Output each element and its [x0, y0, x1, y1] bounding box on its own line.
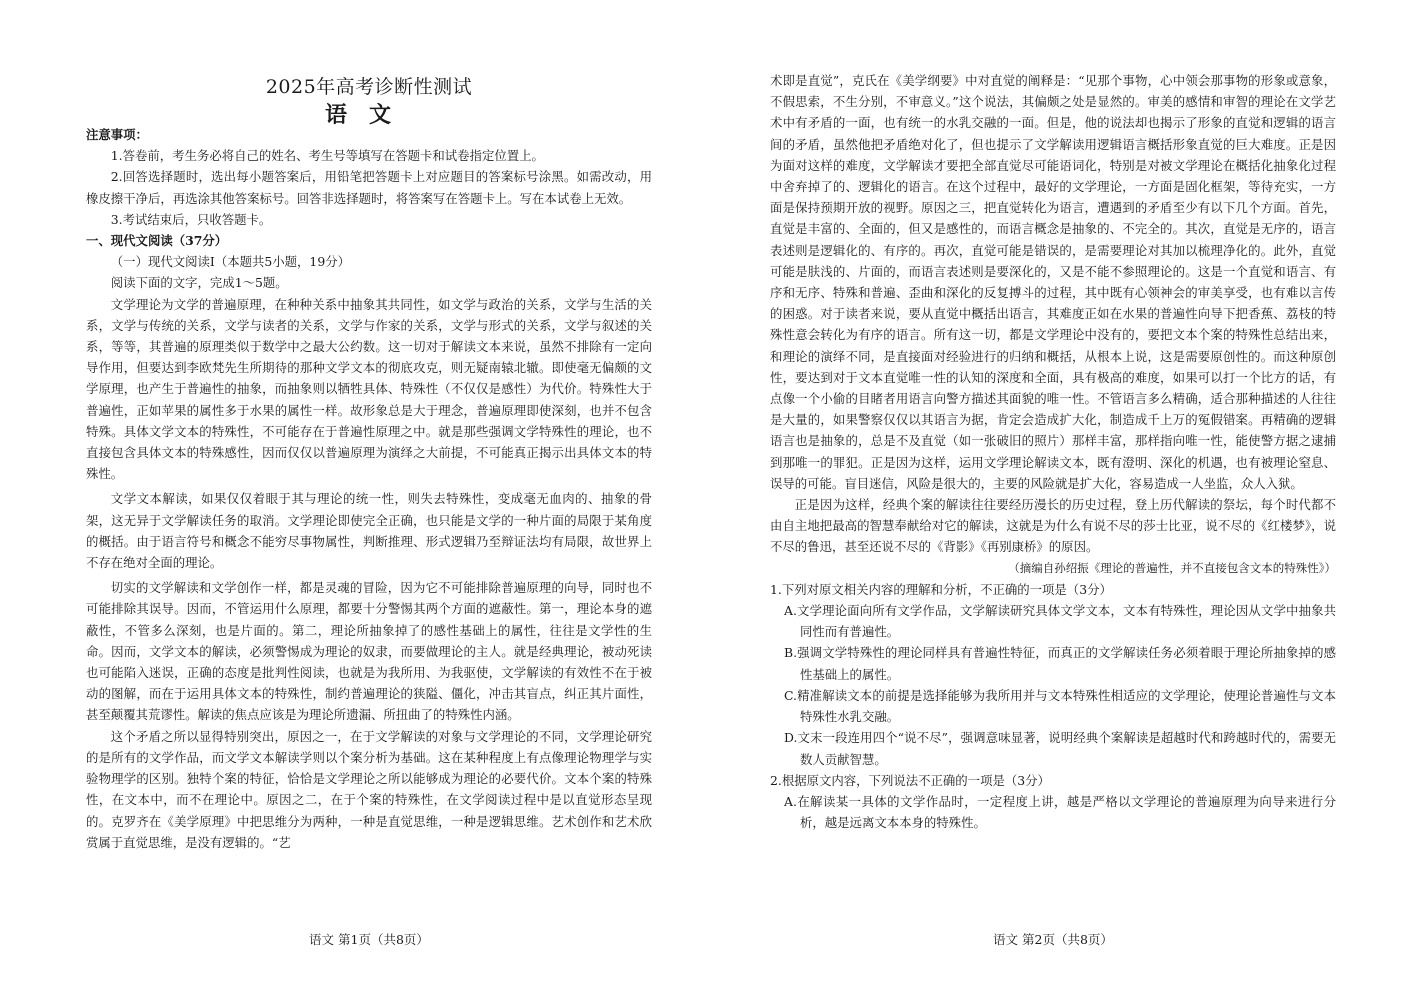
left-text-flow — [86, 124, 652, 853]
passage-paragraph: 正是因为这样，经典个案的解读往往要经历漫长的历史过程，登上历代解读的祭坛，每个时代都不由自主地把最高的智慧奉献给对它的解读，这就是为什么有说不尽的莎士比亚，说不尽的《红楼梦》，说不尽的鲁迅，甚至还说不尽的《背影》《再别康桥》的原因。 — [770, 497, 1336, 555]
passage-paragraph: 这个矛盾之所以显得特别突出，原因之一，在于文学解读的对象与文学理论的不同，文学理论研究的是所有的文学作品，而文学文本解读学则以个案分析为基础。这在某种程度上有点像理论物理学与实验物理学的区别。独特个案的特征，恰恰是文学理论之所以能够成为理论的必要代价。文本个案的特殊性，在文本中，而不在理论中。原因之二，在于个案的特殊性，在文学阅读过程中是以直觉形态呈现的。克罗齐在《美学原理》中把思维分为两种，一种是直觉思维，一种是逻辑思维。艺术创作和艺术欣赏属于直觉思维，是没有逻辑的。“艺 — [86, 728, 652, 850]
passage-paragraph: 文学理论为文学的普遍原理，在种种关系中抽象其共同性，如文学与政治的关系，文学与生活的关系，文学与传统的关系，文学与读者的关系，文学与作家的关系，文学与形式的关系，文学与叙述的关系，等等，其普遍的原理类似于数学中之最大公约数。这一切对于解读文本来说，虽然不排除有一定向导作用，但要达到李欧梵先生所期待的那种文学文本的彻底攻克，则无疑南辕北辙。即使毫无偏颇的文学原理，也产生于普遍性的抽象，而抽象则以牺牲具体、特殊性（不仅仅是感性）为代价。特殊性大于普遍性，正如苹果的属性多于水果的属性一样。故形象总是大于理念，普遍原理即使深刻，也并不包含特殊。具体文学文本的特殊性，不可能存在于普遍性原理之中。就是那些强调文学特殊性的理论，也不直接包含具体文本的特殊感性，因而仅仅以普遍原理为演绎之大前提，不可能真正揭示出具体文本的特殊性。 — [86, 296, 652, 482]
question-stem: 1.下列对原文相关内容的理解和分析，不正确的一项是（3分） — [770, 581, 1112, 597]
passage-paragraph: 术即是直觉”，克氏在《美学纲要》中对直觉的阐释是：“见那个事物，心中领会那事物的形象或意象，不假思索，不生分别，不审意义。”这个说法，其偏颇之处是显然的。审美的感情和审智的理论在文学艺术中有矛盾的一面，也有统一的水乳交融的一面。但是，他的说法却也揭示了形象的直觉和逻辑的语言间的矛盾，虽然他把矛盾绝对化了，但也提示了文学解读用逻辑语言概括形象直觉的巨大难度。正是因为面对这样的难度，文学解读才要把全部直觉尽可能语词化，特别是对被文学理论在概括化抽象化过程中舍弃掉了的、逻辑化的语言。在这个过程中，最好的文学理论，一方面是固化框架，等待充实，一方面是保持预期开放的视野。原因之三，把直觉转化为语言，遭遇到的矛盾至少有以下几个方面。首先，直觉是丰富的、全面的，但又是感性的，而语言概念是抽象的、不完全的。其次，直觉是无序的，语言表述则是逻辑化的、有序的。再次，直觉可能是错误的，是需要理论对其加以梳理净化的。此外，直觉可能是肤浅的、片面的，而语言表述则是要深化的，又是不能不参照理论的。这是一个直觉和语言、有序和无序、特殊和普遍、歪曲和深化的反复搏斗的过程，其中既有心领神会的审美享受，也有难以言传的困惑。对于读者来说，要从直觉中概括出语言，其难度正如在水果的普遍性向导下把香蕉、荔枝的特殊性意会转化为有序的语言。所有这一切，都是文学理论中没有的，要把文本个案的特殊性总结出来，和理论的演绎不同，是直接面对经验进行的归纳和概括，从根本上说，这是需要原创性的。而这种原创性，要达到对于文本直觉唯一性的认知的深度和全面，具有极高的难度，如果可以打一个比方的话，有点像一个小偷的目睹者用语言向警方描述其面貌的唯一性。不管语言多么精确，适合那种描述的人往往是大量的，如果警察仅仅以其语言为据，肯定会造成扩大化，制造成千上万的冤假错案。再精确的逻辑语言也是抽象的，总是不及直觉（如一张破旧的照片）那样丰富，那样指向唯一性，能使警方据之逮捕到那唯一的罪犯。正是因为这样，运用文学理论解读文本，既有澄明、深化的机遇，也有被理论窒息、误导的可能。盲目迷信，风险是很大的，主要的风险就是扩大化，容易造成一人坐监，众人入狱。 — [770, 73, 1336, 491]
reading-instruction: 阅读下面的文字，完成1～5题。 — [110, 275, 288, 291]
notice-item: 2.回答选择题时，选出每小题答案后，用铅笔把答题卡上对应题目的答案标号涂黑。如需改动，用橡皮擦干净后，再选涂其他答案标号。回答非选择题时，将答案写在答题卡上。写在本试卷上无效。 — [86, 169, 652, 206]
passage-paragraph: 文学文本解读，如果仅仅着眼于其与理论的统一性，则失去特殊性，变成毫无血肉的、抽象的骨架，这无异于文学解读任务的取消。文学理论即使完全正确，也只能是文学的一种片面的局限于某角度的概括。由于语言符号和概念不能穷尽事物属性，判断推理、形式逻辑乃至辩证法均有局限，故世界上不存在绝对全面的理论。 — [86, 491, 652, 571]
question-option: B.强调文学特殊性的理论同样具有普遍性特征，而真正的文学解读任务必须着眼于理论所抽象掉的感性基础上的属性。 — [784, 645, 1336, 682]
subject-title: 语文 — [324, 102, 413, 128]
question-option: A.文学理论面向所有文学作品，文学解读研究具体文学文本，文本有特殊性，理论因从文学中抽象共同性而有普遍性。 — [784, 603, 1336, 640]
exam-title: 2025年高考诊断性测试 — [265, 76, 473, 98]
question-stem: 2.根据原文内容，下列说法不正确的一项是（3分） — [770, 772, 1050, 788]
passage-paragraph: 切实的文学解读和文学创作一样，都是灵魂的冒险，因为它不可能排除普遍原理的向导，同时也不可能排除其误导。因而，不管运用什么原理，都要十分警惕其两个方面的遮蔽性。第一，理论本身的遮蔽性，不管多么深刻，也是片面的。第二，理论所抽象掉了的感性基础上的属性，往往是文学性的生命。因而，文学文本的解读，必须警惕成为理论的奴隶，而要做理论的主人。就是经典理论，被动死读也可能陷入迷误，正确的态度是批判性阅读，也就是为我所用、为我驱使，文学解读的有效性不在于被动的图解，而在于运用具体文本的特殊性，制约普遍理论的狭隘、僵化，冲击其盲点，纠正其片面性，甚至颠覆其荒谬性。解读的焦点应该是为理论所遗漏、所扭曲了的特殊性内涵。 — [86, 580, 652, 723]
question-option: D.文末一段连用四个“说不尽”，强调意味显著，说明经典个案解读是超越时代和跨越时代的，需要无数人贡献智慧。 — [784, 730, 1336, 767]
notice-item: 1.答卷前，考生务必将自己的姓名、考生号等填写在答题卡和试卷指定位置上。 — [110, 148, 544, 164]
notice-heading: 注意事项： — [86, 127, 148, 142]
subsection-heading: （一）现代文阅读Ⅰ（本题共5小题，19分） — [110, 254, 350, 270]
question-option: C.精准解读文本的前提是选择能够为我所用并与文本特殊性相适应的文学理论，使理论普遍性与文本特殊性水乳交融。 — [784, 687, 1336, 725]
passage-source: （摘编自孙绍振《理论的普遍性，并不直接包含文本的特殊性》） — [1008, 560, 1336, 575]
section-heading: 一、现代文阅读（37分） — [86, 233, 228, 249]
page-left — [86, 0, 652, 1002]
question-option: A.在解读某一具体的文学作品时，一定程度上讲，越是严格以文学理论的普遍原理为向导来进行分析，越是远离文本本身的特殊性。 — [784, 793, 1336, 831]
notice-item: 3.考试结束后，只收答题卡。 — [110, 211, 272, 227]
right-text-flow — [770, 70, 1336, 833]
page-footer: 语文 第2页（共8页） — [993, 932, 1113, 947]
page-right — [770, 0, 1336, 1002]
page-footer: 语文 第1页（共8页） — [309, 932, 429, 947]
